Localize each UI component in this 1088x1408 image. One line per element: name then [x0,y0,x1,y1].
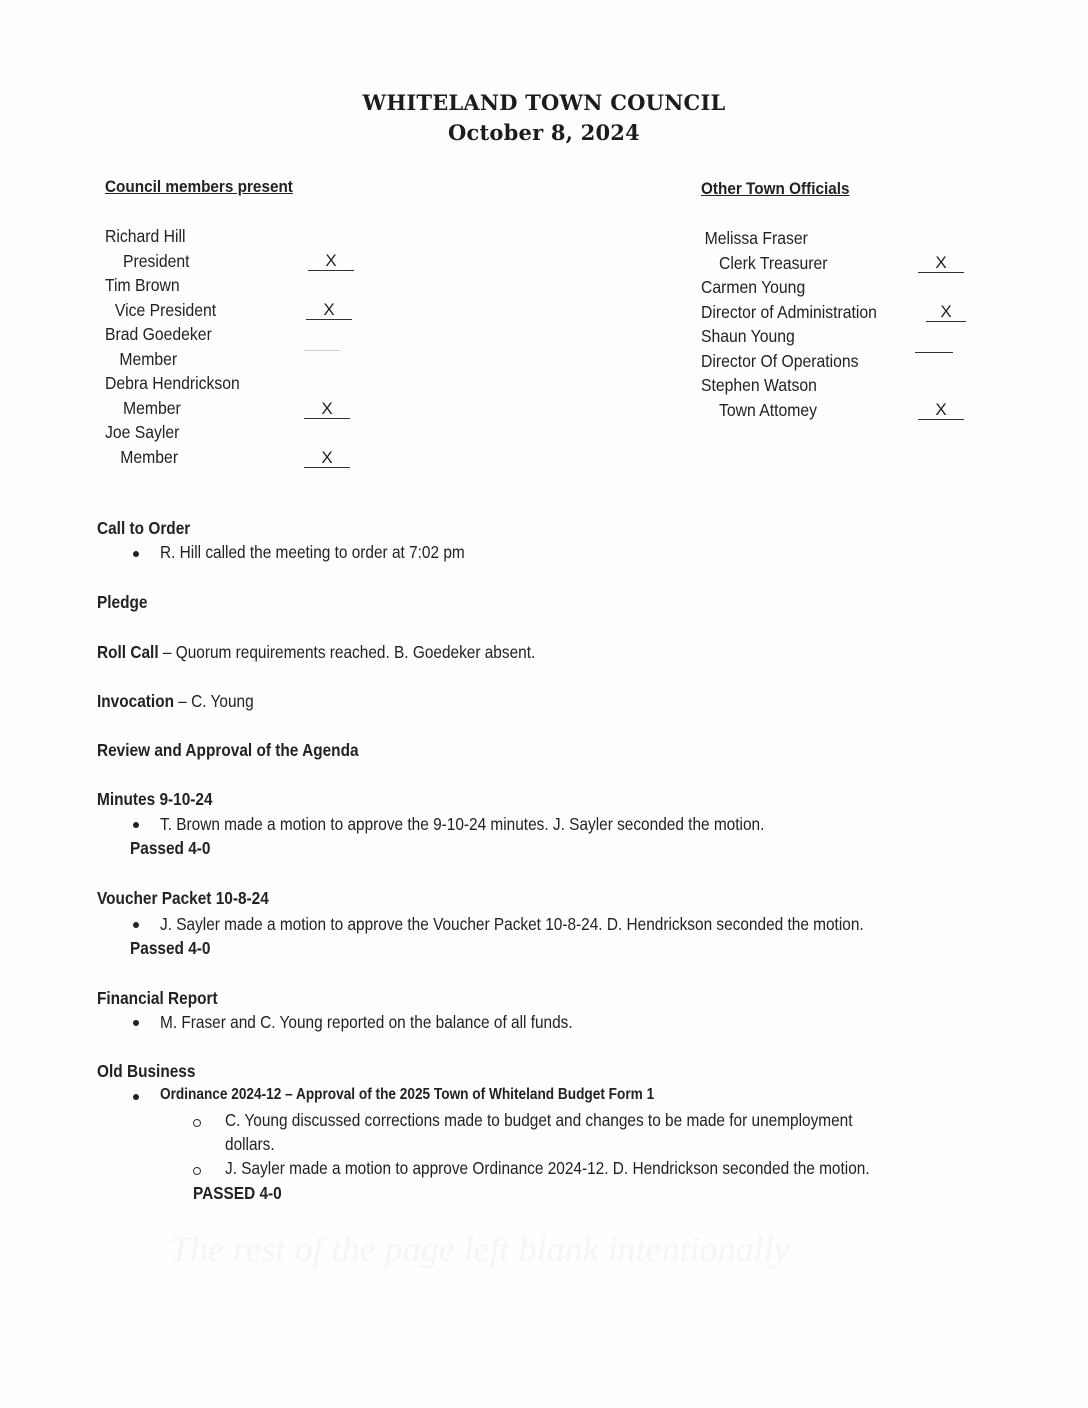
call-to-order-text: R. Hill called the meeting to order at 7:02 pm [160,542,465,562]
blank-page-note: The rest of the page left blank intentionally [170,1229,790,1269]
voucher-result: Passed 4-0 [130,938,211,958]
invocation-line: Invocation – C. Young [97,691,254,711]
official-role: Town Attomey [719,399,818,420]
bullet-icon [133,822,139,828]
bullet-icon [133,1020,139,1026]
ordinance-motion-text: J. Sayler made a motion to approve Ordinance 2024-12. D. Hendrickson seconded the motion. [225,1158,870,1178]
official-role: Clerk Treasurer [719,252,828,273]
officials-list [701,226,877,422]
member-name: Richard Hill [105,226,186,246]
member-role: Member [120,446,179,467]
financial-heading: Financial Report [97,988,218,1008]
member-name: Joe Sayler [105,422,180,442]
ordinance-item: Ordinance 2024-12 – Approval of the 2025 Town of Whiteland Budget Form 1 [160,1086,655,1103]
official-name: Stephen Watson [701,375,817,395]
member-name: Brad Goedeker [105,324,212,344]
official-role: Director Of Operations [701,350,859,371]
ordinance-discussion-line2: dollars. [225,1134,275,1154]
roll-call-line: Roll Call – Quorum requirements reached. B. Goedeker absent. [97,642,536,662]
attendance-mark: X [918,401,964,420]
member-role: Member [123,397,181,418]
officials-heading: Other Town Officials [701,179,850,198]
call-to-order-heading: Call to Order [97,518,191,538]
member-name: Debra Hendrickson [105,373,240,393]
bullet-icon [133,1094,139,1100]
financial-text: M. Fraser and C. Young reported on the balance of all funds. [160,1012,573,1032]
minutes-motion-text: T. Brown made a motion to approve the 9-10-24 minutes. J. Sayler seconded the motion. [160,814,765,834]
attendance-mark [915,352,953,353]
bullet-icon [133,551,139,557]
minutes-heading: Minutes 9-10-24 [97,789,213,809]
bullet-icon [133,922,139,928]
attendance-mark: X [304,400,350,419]
sub-bullet-icon [193,1119,201,1127]
official-name: Melissa Fraser [704,228,808,248]
attendance-mark [304,350,340,351]
attendance-mark: X [306,301,352,320]
pledge-heading: Pledge [97,592,148,612]
council-heading: Council members present [105,177,293,196]
attendance-mark: X [304,449,350,468]
official-name: Shaun Young [701,326,795,346]
official-name: Carmen Young [701,277,806,297]
agenda-heading: Review and Approval of the Agenda [97,740,359,760]
sub-bullet-icon [193,1167,201,1175]
member-role: Member [119,348,178,369]
voucher-heading: Voucher Packet 10-8-24 [97,888,269,908]
document-title: WHITELAND TOWN COUNCIL [362,90,726,115]
minutes-result: Passed 4-0 [130,838,211,858]
official-role: Director of Administration [701,301,877,322]
ordinance-discussion-line1: C. Young discussed corrections made to budget and changes to be made for unemployment [225,1110,853,1130]
ordinance-result: PASSED 4-0 [193,1183,282,1203]
council-list [105,224,240,469]
member-role: Vice President [114,299,217,320]
old-business-heading: Old Business [97,1061,196,1081]
voucher-motion-text: J. Sayler made a motion to approve the Voucher Packet 10-8-24. D. Hendrickson seconded the motion. [160,914,864,934]
attendance-mark: X [308,252,354,271]
member-name: Tim Brown [105,275,180,295]
attendance-mark: X [926,303,966,322]
attendance-mark: X [918,254,964,273]
meeting-date: October 8, 2024 [448,120,640,145]
member-role: President [123,250,190,271]
